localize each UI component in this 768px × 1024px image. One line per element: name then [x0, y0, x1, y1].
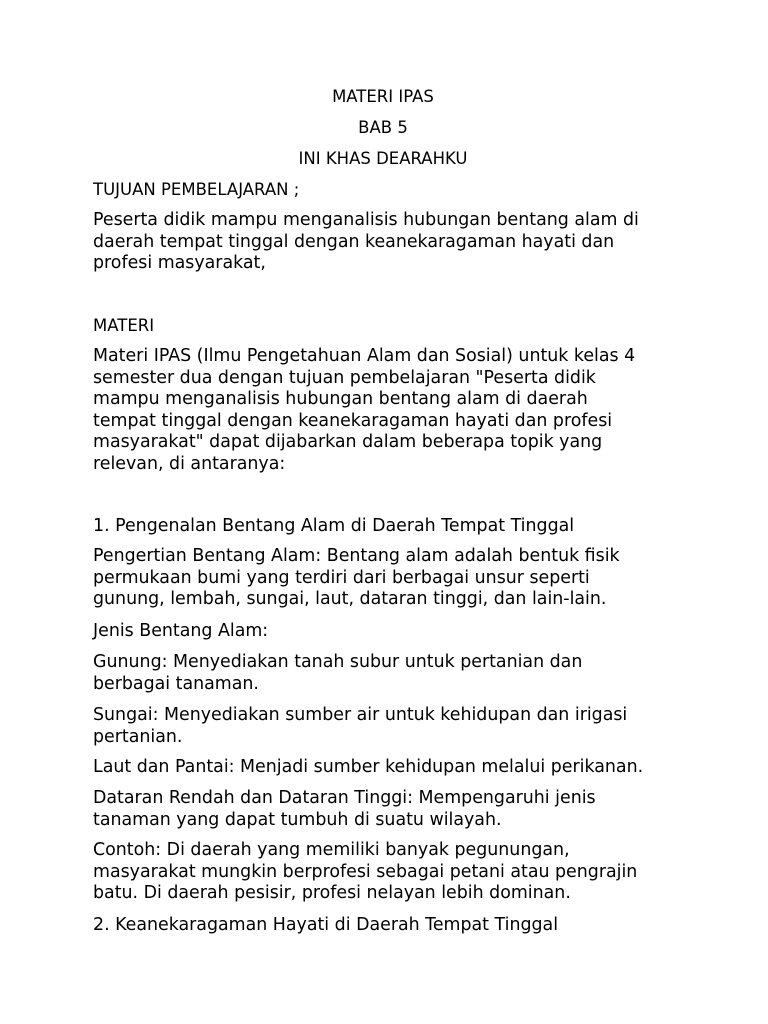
- pengertian-paragraph: [93, 546, 693, 611]
- document-page: [93, 0, 693, 1024]
- text-line: 1. Pengenalan Bentang Alam di Daerah Tempat Tinggal: [93, 516, 575, 536]
- text-line: profesi masyarakat,: [93, 253, 266, 274]
- text-line: Materi IPAS (Ilmu Pengetahuan Alam dan Sosial) untuk kelas 4: [93, 346, 636, 366]
- text-line: pertanian.: [93, 726, 183, 747]
- text-line: Contoh: Di daerah yang memiliki banyak pegunungan,: [93, 840, 570, 860]
- text-line: Dataran Rendah dan Dataran Tinggi: Mempengaruhi jenis: [93, 788, 596, 808]
- title-bab: BAB 5: [358, 118, 408, 137]
- text-line: gunung, lembah, sungai, laut, dataran tinggi, dan lain-lain.: [93, 589, 607, 610]
- text-line: Gunung: Menyediakan tanah subur untuk pertanian dan: [93, 652, 583, 672]
- text-line: daerah tempat tinggal dengan keanekaragaman hayati dan: [93, 231, 615, 252]
- materi-heading: MATERI: [93, 316, 155, 335]
- text-line: mampu menganalisis hubungan bentang alam di daerah: [93, 389, 588, 410]
- text-line: Laut dan Pantai: Menjadi sumber kehidupan melalui perikanan.: [93, 757, 644, 777]
- section1-heading: [93, 516, 693, 538]
- text-line: Jenis Bentang Alam:: [93, 621, 269, 641]
- gunung-paragraph: [93, 652, 693, 695]
- text-line: Peserta didik mampu menganalisis hubungan bentang alam di: [93, 210, 639, 230]
- section2-heading: [93, 915, 693, 937]
- laut-paragraph: [93, 757, 693, 779]
- tujuan-heading: TUJUAN PEMBELAJARAN ;: [93, 180, 300, 199]
- text-line: permukaan bumi yang terdiri dari berbagai unsur seperti: [93, 567, 590, 588]
- text-line: semester dua dengan tujuan pembelajaran "Peserta didik: [93, 367, 596, 388]
- text-line: tempat tinggal dengan keanekaragaman hayati dan profesi: [93, 410, 613, 431]
- text-line: masyarakat" dapat dijabarkan dalam beberapa topik yang: [93, 432, 603, 453]
- contoh-paragraph: [93, 840, 693, 905]
- text-line: 2. Keanekaragaman Hayati di Daerah Tempat Tinggal: [93, 915, 559, 935]
- text-line: tanaman yang dapat tumbuh di suatu wilayah.: [93, 809, 502, 830]
- dataran-paragraph: [93, 788, 693, 831]
- materi-intro-paragraph: [93, 346, 693, 476]
- text-line: berbagai tanaman.: [93, 673, 259, 694]
- text-line: batu. Di daerah pesisir, profesi nelayan lebih dominan.: [93, 883, 571, 904]
- tujuan-paragraph: [93, 210, 693, 275]
- jenis-paragraph: [93, 621, 693, 643]
- text-line: Pengertian Bentang Alam: Bentang alam adalah bentuk fisik: [93, 546, 620, 566]
- sungai-paragraph: [93, 705, 693, 748]
- title-subtitle: INI KHAS DEARAHKU: [298, 149, 468, 168]
- text-line: masyarakat mungkin berprofesi sebagai petani atau pengrajin: [93, 861, 638, 882]
- text-line: relevan, di antaranya:: [93, 453, 286, 474]
- text-line: Sungai: Menyediakan sumber air untuk kehidupan dan irigasi: [93, 705, 628, 725]
- title-materi-ipas: MATERI IPAS: [332, 87, 434, 106]
